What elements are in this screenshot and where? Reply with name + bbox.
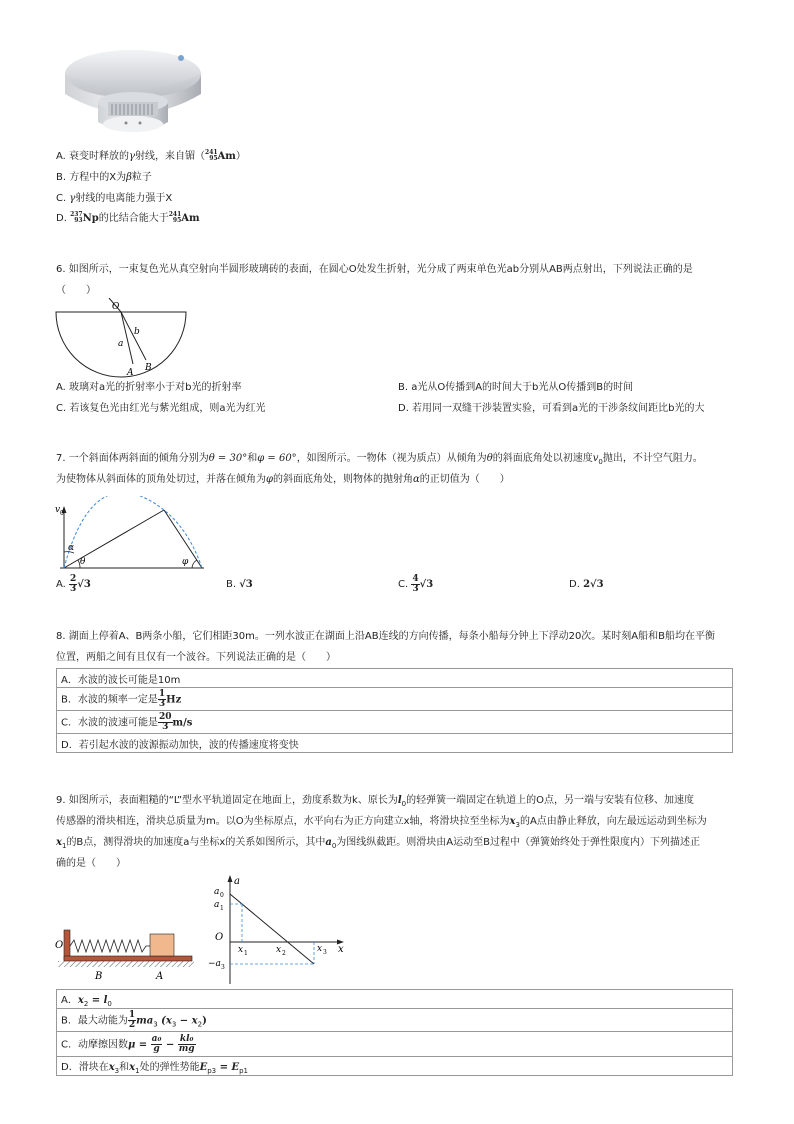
q8-d-text: D．若引起水波的波源振动加快，波的传播速度将变快 xyxy=(57,734,733,753)
q8-b-fraction xyxy=(158,690,166,709)
q9-l0-sub: 0 xyxy=(401,800,407,808)
q9-s2b: 的A点由静止释放，向左最远运动到坐标为 xyxy=(519,816,707,827)
q9-d-post: 处的弹性势能 xyxy=(139,1061,200,1073)
q9-label-O: O xyxy=(55,940,64,951)
q6-figure xyxy=(54,298,190,378)
q7-option-d[interactable] xyxy=(569,578,604,592)
q8-b-cell xyxy=(57,688,733,711)
q5-option-c[interactable] xyxy=(56,192,172,206)
q5-c-pre: C. xyxy=(56,193,70,204)
q9-track xyxy=(64,956,192,961)
q9-option-a[interactable] xyxy=(57,990,733,1009)
q7-c-label: C. xyxy=(398,579,409,590)
q9-graph-label-x: x xyxy=(338,944,344,955)
q9-d-e-sub: p3 xyxy=(207,1066,217,1075)
q6-label-a: a xyxy=(118,339,124,349)
q9-b-ma: ma xyxy=(136,1015,154,1026)
q9-d-cell xyxy=(57,1057,733,1076)
q8-option-c[interactable] xyxy=(57,711,733,734)
q8-a-text: A．水波的波长可能是10m xyxy=(57,669,733,688)
q9-d-e: E xyxy=(199,1061,208,1073)
q5-c-text: 射线的电离能力强于X xyxy=(75,193,173,204)
q9-stem-line1 xyxy=(56,794,694,811)
q9-c-mu: μ = xyxy=(127,1039,151,1050)
q9-options-table xyxy=(56,989,733,1076)
q9-x1-sub: 1 xyxy=(61,842,67,850)
q9-stem-line4: 确的是（ ） xyxy=(56,858,126,869)
q7-s1e: 抛出，不计空气阻力。 xyxy=(602,453,703,464)
q8-b-unit: Hz xyxy=(166,694,182,705)
q9-a-sub: 2 xyxy=(83,999,89,1008)
q5-d-nuclide2 xyxy=(169,212,182,224)
q7-b-val: √3 xyxy=(239,579,253,590)
q7-c-fraction xyxy=(411,575,419,594)
q7-label-phi: φ xyxy=(182,557,189,567)
q9-b-paren: (x xyxy=(157,1015,172,1026)
q9-s3b: 的B点，测得滑块的加速度a与坐标x的关系如图所示，其中 xyxy=(66,837,326,848)
q9-option-d[interactable] xyxy=(57,1057,733,1076)
q6-label-B: B xyxy=(145,363,152,373)
q9-option-c[interactable] xyxy=(57,1032,733,1057)
q6-label-A: A xyxy=(127,368,134,378)
q7-label-v: v xyxy=(55,505,61,515)
q9-graph-label-x3-sub: 3 xyxy=(323,949,327,956)
q9-graph-label-origin: O xyxy=(215,932,224,943)
q7-phi: φ xyxy=(266,474,274,485)
q9-graph-label-x1-sub: 1 xyxy=(244,950,248,957)
q7-angle-phi-arc xyxy=(192,560,197,568)
q9-b-s2: 2 xyxy=(197,1020,203,1028)
q9-graph-label-x2-sub: 2 xyxy=(282,950,286,957)
q9-slider-block xyxy=(150,934,174,956)
q7-d-val: 2√3 xyxy=(583,579,604,590)
q9-x1: x xyxy=(56,837,62,848)
q7-a-den: 3 xyxy=(70,583,77,594)
q9-b-minus: − x xyxy=(176,1015,198,1026)
q9-spring xyxy=(70,940,150,952)
q5-d-symbol1: Np xyxy=(82,213,99,224)
q7-s1c: ，如图所示。一物体（视为质点）从倾角为 xyxy=(296,453,487,464)
q8-stem-line2: 位置，两船之间有且仅有一个波谷。下列说法正确的是（ ） xyxy=(56,652,336,663)
q9-ax-graph xyxy=(206,872,352,988)
q7-option-b[interactable] xyxy=(226,578,253,592)
q7-v0-sub: 0 xyxy=(598,458,603,466)
q9-graph-label-x1: x xyxy=(238,945,244,955)
q7-c-root: √3 xyxy=(419,579,434,590)
q5-d-nuclide1 xyxy=(70,212,83,224)
q6-stem-line2: （ ） xyxy=(56,285,96,296)
q9-b-sub: 3 xyxy=(153,1020,158,1028)
q9-a-pre: A． xyxy=(61,994,78,1006)
q9-track-figure xyxy=(54,926,196,982)
q7-label-theta: θ xyxy=(80,557,86,567)
q8-b-den: 3 xyxy=(158,698,166,709)
q9-option-b[interactable] xyxy=(57,1009,733,1032)
q7-theta: θ xyxy=(486,453,493,464)
q7-label-alpha: α xyxy=(68,543,75,553)
q9-a-cell xyxy=(57,990,733,1009)
q7-a-num: 2 xyxy=(70,573,77,584)
q9-c-n1: a₀ xyxy=(151,1033,162,1044)
q5-d-z1: 93 xyxy=(74,217,83,224)
q8-option-a[interactable] xyxy=(57,669,733,688)
q8-c-den: 3 xyxy=(162,721,169,732)
q7-c-den: 3 xyxy=(412,583,419,594)
q9-x3: x xyxy=(509,816,516,827)
q9-stem-line3 xyxy=(56,836,700,853)
q9-s2a: 传感器的滑块相连，滑块总质量为m。以O为坐标原点，水平向右为正方向建立x轴，将滑块拉至坐标为 xyxy=(56,816,510,827)
q7-phi-eq: φ = 60° xyxy=(257,453,297,464)
q9-a0-sub: 0 xyxy=(331,842,337,850)
q7-s1d: 的斜面底角处以初速度 xyxy=(492,453,593,464)
q9-label-A: A xyxy=(156,971,164,982)
q7-label-v-sub: 0 xyxy=(60,510,64,517)
q5-a-mid: 射线，来自镅（ xyxy=(135,151,206,162)
q5-b-beta: β xyxy=(126,172,132,183)
q6-option-c[interactable]: C. 若该复色光由红光与紫光组成，则a光为红光 xyxy=(56,403,266,414)
q8-c-num: 20 xyxy=(158,711,172,722)
q6-option-a[interactable]: A. 玻璃对a光的折射率小于对b光的折射率 xyxy=(56,382,242,393)
q9-b-fraction xyxy=(128,1011,136,1030)
q9-a-x: x xyxy=(77,994,84,1006)
q7-slope-left xyxy=(64,510,164,568)
q9-c-d2: mg xyxy=(178,1043,195,1054)
q6-option-b[interactable]: B. a光从O传播到A的时间大于b光从O传播到B的时间 xyxy=(398,382,634,393)
q5-a-gamma: γ xyxy=(129,151,136,162)
q8-option-b[interactable] xyxy=(57,688,733,711)
q5-a-z: 95 xyxy=(209,155,218,162)
smoke-detector-image xyxy=(58,44,208,144)
q9-b-cell xyxy=(57,1009,733,1032)
q9-wall xyxy=(64,930,70,960)
q7-s2a: 为使物体从斜面体的顶角处切过，并落在倾角为 xyxy=(56,474,266,485)
q9-d-e2-sub: p1 xyxy=(239,1066,248,1075)
q9-b-den: 2 xyxy=(128,1019,136,1030)
q9-d-e2: = E xyxy=(216,1061,240,1073)
q9-label-B: B xyxy=(95,971,103,982)
q9-graph-label-a: a xyxy=(234,876,240,887)
q7-b-label: B. xyxy=(226,579,237,590)
q8-option-d[interactable] xyxy=(57,734,733,753)
q9-d-x1-sub: 1 xyxy=(135,1066,140,1075)
q9-stem-line2 xyxy=(56,815,707,832)
q5-a-post: ） xyxy=(235,151,246,162)
q5-option-b[interactable] xyxy=(56,171,152,185)
q7-theta-eq: θ = 30° xyxy=(208,453,248,464)
q7-option-a[interactable] xyxy=(56,574,91,596)
q8-stem-line1: 8. 湖面上停着A、B两条小船，它们相距30m。一列水波正在湖面上沿AB连线的方向传播，每条小船每分钟上下浮动20次。某时刻A船和B船均在平衡 xyxy=(56,631,716,642)
q9-b-close: ) xyxy=(202,1015,207,1026)
q5-d-mid: 的比结合能大于 xyxy=(98,213,169,224)
q9-ground-hatch xyxy=(58,961,194,967)
q9-c-minus: − xyxy=(162,1039,178,1050)
q7-option-c[interactable] xyxy=(398,574,433,596)
q8-b-num: 1 xyxy=(158,688,166,699)
q9-a-eq-sub: 0 xyxy=(107,999,112,1008)
q6-label-b: b xyxy=(134,327,140,337)
q9-c-cell xyxy=(57,1032,733,1057)
q5-d-pre: D. xyxy=(56,213,71,224)
q9-graph-label-a0: a xyxy=(214,887,220,897)
q7-figure xyxy=(54,496,210,574)
q5-d-mass2: 241 xyxy=(168,211,182,218)
q9-graph-label-a1: a xyxy=(214,900,220,910)
q5-a-mass: 241 xyxy=(205,149,218,156)
q6-stem-line1: 6. 如图所示，一束复色光从真空射向半圆形玻璃砖的表面，在圆心O处发生折射，光分成了两束单色光ab分别从AB两点射出，下列说法正确的是 xyxy=(56,264,693,275)
q9-c-n2: kl₀ xyxy=(178,1035,196,1045)
q8-options-table xyxy=(56,668,733,753)
q9-a-axis-arrow xyxy=(228,875,233,882)
q7-stem-line2 xyxy=(56,473,510,487)
q8-c-cell xyxy=(57,711,733,734)
q5-d-symbol2: Am xyxy=(181,213,200,224)
q9-s1b: 的轻弹簧一端固定在轨道上的O点，另一端与安装有位移、加速度 xyxy=(406,795,694,806)
q8-c-text: C．水波的波速可能是 xyxy=(61,717,158,728)
q8-b-text: B．水波的频率一定是 xyxy=(61,694,158,705)
q9-a0: a xyxy=(325,837,332,848)
q9-d-and: 和 xyxy=(119,1061,130,1073)
q8-c-fraction xyxy=(158,713,173,732)
q9-d-pre: D．滑块在 xyxy=(61,1061,109,1073)
q7-c-num: 4 xyxy=(412,573,419,584)
q7-d-label: D. xyxy=(569,579,580,590)
q9-graph-label-a1-sub: 1 xyxy=(220,905,224,912)
q9-b-num: 1 xyxy=(128,1009,136,1020)
q5-d-z2: 95 xyxy=(172,217,182,224)
q9-b-pre: B．最大动能为 xyxy=(61,1015,128,1026)
q9-c-pre: C．动摩擦因数 xyxy=(61,1039,128,1050)
q9-s1: 9. 如图所示，表面粗糙的“L”型水平轨道固定在地面上，劲度系数为k、原长为 xyxy=(56,795,398,806)
q5-a-nuclide xyxy=(205,150,218,162)
q5-option-d[interactable] xyxy=(56,212,200,226)
q6-option-d[interactable]: D. 若用同一双缝干涉装置实验，可看到a光的干涉条纹间距比b光的大 xyxy=(398,403,705,414)
q5-c-gamma: γ xyxy=(69,193,76,204)
q9-c-frac2 xyxy=(178,1035,196,1054)
q9-graph-label-neg-a3: −a xyxy=(208,959,221,969)
q7-s1b: 和 xyxy=(247,453,258,464)
q5-option-a[interactable] xyxy=(56,150,246,164)
q9-graph-label-x3: x xyxy=(317,944,323,954)
q9-c-frac1 xyxy=(151,1035,163,1054)
q7-stem-line1 xyxy=(56,452,703,469)
q5-b-text: B. 方程中的X为 xyxy=(56,172,127,183)
q7-s2c: 的正切值为（ ） xyxy=(419,474,510,485)
q9-b-s3: 3 xyxy=(171,1020,177,1028)
q6-label-O: O xyxy=(112,302,120,312)
q9-s3c: 为图线纵截距。则滑块由A运动至B过程中（弹簧始终处于弹性限度内）下列描述正 xyxy=(336,837,700,848)
q9-x3-sub: 3 xyxy=(515,821,520,829)
q7-s2b: 的斜面底角处，则物体的抛射角 xyxy=(273,474,414,485)
q9-a-eq: = l xyxy=(88,994,108,1006)
q9-c-d1: g xyxy=(153,1043,160,1054)
q9-l0: l xyxy=(397,795,402,806)
q9-graph-label-neg-a3-sub: 3 xyxy=(221,964,225,971)
q9-d-x3-sub: 3 xyxy=(114,1066,120,1075)
q5-d-mass1: 237 xyxy=(70,211,83,218)
q7-v0: v xyxy=(592,453,599,464)
q7-alpha: α xyxy=(413,474,420,485)
q6-ray-a xyxy=(121,312,133,364)
q7-a-label: A. xyxy=(56,579,66,590)
q7-a-root: √3 xyxy=(77,579,91,590)
q9-graph-label-a0-sub: 0 xyxy=(220,892,224,899)
q5-a-text: A. 衰变时释放的 xyxy=(56,151,130,162)
q5-a-symbol: Am xyxy=(217,151,236,162)
q5-b-post: 粒子 xyxy=(131,172,152,183)
q7-s1a: 7. 一个斜面体两斜面的倾角分别为 xyxy=(56,453,209,464)
q9-d-x3: x xyxy=(108,1061,115,1073)
q9-d-x1: x xyxy=(129,1061,136,1073)
q8-c-unit: m/s xyxy=(172,717,193,728)
q9-graph-label-x2: x xyxy=(276,945,282,955)
